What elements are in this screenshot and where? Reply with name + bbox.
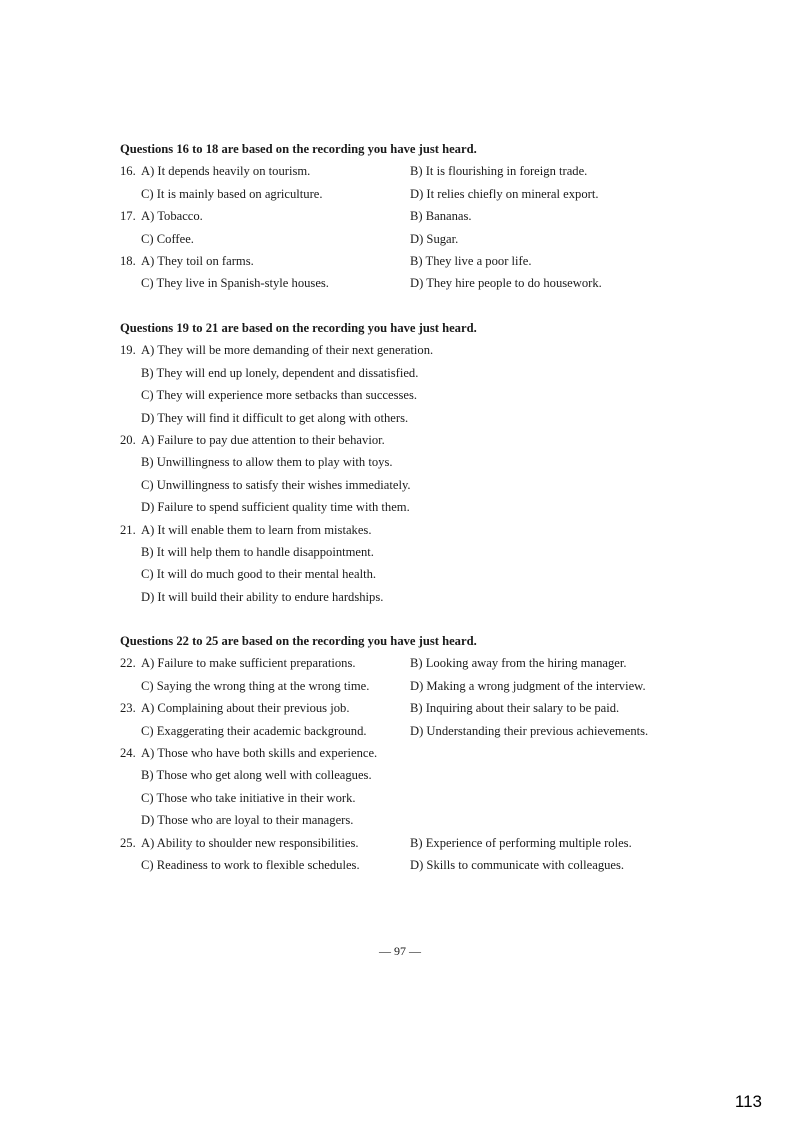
question-18-row-2 <box>120 272 720 294</box>
question-20-option-b <box>120 451 720 473</box>
section-q16-18 <box>120 138 720 295</box>
question-20-option-c <box>120 474 720 496</box>
option-a: A) Failure to make sufficient preparations. <box>141 656 356 671</box>
question-number: 16. <box>120 164 136 179</box>
option-a: A) They toil on farms. <box>141 253 254 268</box>
option-c: C) Readiness to work to flexible schedules. <box>141 857 360 872</box>
question-19-option-d <box>120 407 720 429</box>
option-d: D) Making a wrong judgment of the interview. <box>410 678 646 693</box>
option-a: A) It depends heavily on tourism. <box>141 164 311 179</box>
question-21-option-c <box>120 563 720 585</box>
question-number: 22. <box>120 656 136 671</box>
question-16-row-1 <box>120 160 720 182</box>
option-a: A) Those who have both skills and experience. <box>141 745 378 760</box>
question-24-option-d <box>120 809 720 831</box>
question-19-option-c <box>120 384 720 406</box>
option-a: A) Failure to pay due attention to their behavior. <box>141 432 385 447</box>
option-b: B) They will end up lonely, dependent and dissatisfied. <box>141 365 419 380</box>
option-d: D) Skills to communicate with colleagues. <box>410 857 625 872</box>
option-c: C) Unwillingness to satisfy their wishes immediately. <box>141 477 411 492</box>
option-a: A) Tobacco. <box>141 209 203 224</box>
option-c: C) Those who take initiative in their work. <box>141 790 356 805</box>
question-18-row-1 <box>120 250 720 272</box>
question-21-option-d <box>120 586 720 608</box>
option-c: C) Coffee. <box>141 231 194 246</box>
section-heading: Questions 22 to 25 are based on the recording you have just heard. <box>120 634 477 648</box>
question-21-option-b <box>120 541 720 563</box>
question-number: 17. <box>120 209 136 224</box>
option-b: B) Inquiring about their salary to be paid. <box>410 701 620 716</box>
question-25-row-1 <box>120 832 720 854</box>
option-a: A) They will be more demanding of their next generation. <box>141 343 434 358</box>
option-b: B) It will help them to handle disappointment. <box>141 544 374 559</box>
option-b: B) It is flourishing in foreign trade. <box>410 164 588 179</box>
section-q22-25 <box>120 630 720 876</box>
option-c: C) Exaggerating their academic background. <box>141 723 367 738</box>
option-c: C) They will experience more setbacks than successes. <box>141 388 418 403</box>
question-23-row-2 <box>120 720 720 742</box>
corner-page-number: 113 <box>734 1092 762 1111</box>
option-b: B) Unwillingness to allow them to play with toys. <box>141 455 393 470</box>
question-number: 19. <box>120 343 136 358</box>
option-a: A) It will enable them to learn from mistakes. <box>141 522 372 537</box>
option-d: D) Understanding their previous achievements. <box>410 723 649 738</box>
option-b: B) Bananas. <box>410 209 472 224</box>
option-c: C) They live in Spanish-style houses. <box>141 276 329 291</box>
option-d: D) Failure to spend sufficient quality time with them. <box>141 500 410 515</box>
option-c: C) Saying the wrong thing at the wrong time. <box>141 678 370 693</box>
option-d: D) Sugar. <box>410 231 459 246</box>
option-d: D) It relies chiefly on mineral export. <box>410 186 599 201</box>
option-d: D) They will find it difficult to get along with others. <box>141 410 409 425</box>
question-number: 21. <box>120 522 136 537</box>
option-a: A) Complaining about their previous job. <box>141 701 350 716</box>
page-number: — 97 — <box>379 944 421 958</box>
question-24-option-b <box>120 764 720 786</box>
question-17-row-1 <box>120 205 720 227</box>
question-number: 23. <box>120 701 136 716</box>
question-number: 25. <box>120 835 136 850</box>
option-b: B) Looking away from the hiring manager. <box>410 656 627 671</box>
question-number: 18. <box>120 253 136 268</box>
question-19-option-b <box>120 362 720 384</box>
section-heading: Questions 19 to 21 are based on the recording you have just heard. <box>120 321 477 335</box>
question-25-row-2 <box>120 854 720 876</box>
section-q19-21 <box>120 317 720 608</box>
option-d: D) Those who are loyal to their managers. <box>141 813 354 828</box>
question-22-row-2 <box>120 675 720 697</box>
option-b: B) Those who get along well with colleagues. <box>141 768 372 783</box>
option-d: D) They hire people to do housework. <box>410 276 602 291</box>
question-20-option-d <box>120 496 720 518</box>
question-20-option-a <box>120 429 720 451</box>
question-23-row-1 <box>120 697 720 719</box>
question-24-option-c <box>120 787 720 809</box>
option-c: C) It is mainly based on agriculture. <box>141 186 323 201</box>
question-19-option-a <box>120 339 720 361</box>
option-c: C) It will do much good to their mental health. <box>141 567 377 582</box>
question-24-option-a <box>120 742 720 764</box>
option-a: A) Ability to shoulder new responsibilities. <box>141 835 359 850</box>
question-21-option-a <box>120 519 720 541</box>
option-d: D) It will build their ability to endure hardships. <box>141 589 384 604</box>
option-b: B) Experience of performing multiple roles. <box>410 835 632 850</box>
question-16-row-2 <box>120 183 720 205</box>
question-number: 20. <box>120 432 136 447</box>
question-number: 24. <box>120 745 136 760</box>
question-22-row-1 <box>120 652 720 674</box>
option-b: B) They live a poor life. <box>410 253 532 268</box>
section-heading: Questions 16 to 18 are based on the recording you have just heard. <box>120 142 477 156</box>
question-17-row-2 <box>120 228 720 250</box>
